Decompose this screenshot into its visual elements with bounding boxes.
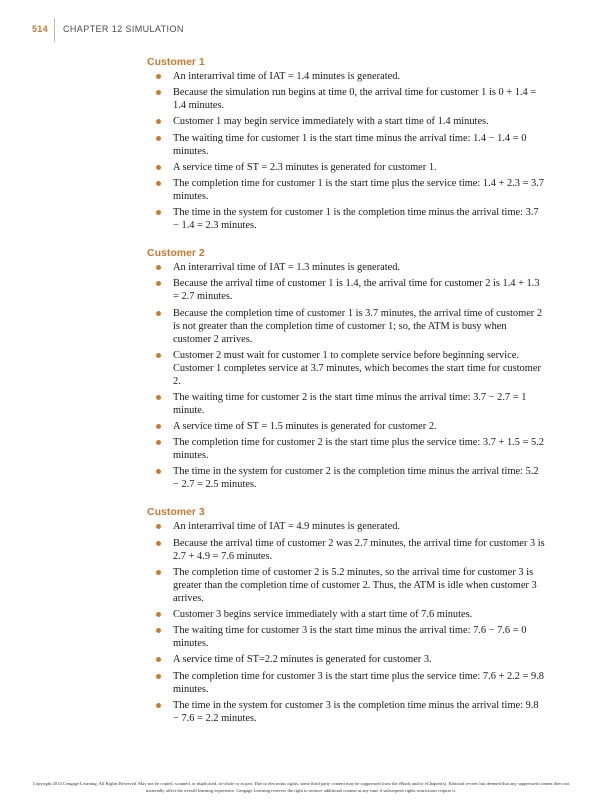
section-heading: Customer 3 xyxy=(147,506,205,519)
copyright-footer: Copyright 2014 Cengage Learning. All Rights Reserved. May not be copied, scanned, or duplicated, in whole or in part. Due to electronic rights, some third party content may be suppressed from the eBook and/or eChapter(s). Editorial review has deemed that any suppressed content does not materially affect the overall learning experience. Cengage Learning reserves the right to remove additional content at any time if subsequent rights restrictions require it. xyxy=(32,781,570,793)
list-item: The completion time of customer 2 is 5.2 minutes, so the arrival time for customer 3 is greater than the completion time of customer 2. Thus, the ATM is idle when customer 3 arrives. xyxy=(147,566,545,605)
list-item: The completion time for customer 3 is the start time plus the service time: 7.6 + 2.2 = 9.8 minutes. xyxy=(147,670,545,696)
list-item: The waiting time for customer 3 is the start time minus the arrival time: 7.6 − 7.6 = 0 minutes. xyxy=(147,624,545,650)
header-divider xyxy=(54,18,55,42)
bullet-list xyxy=(147,261,545,491)
list-item: A service time of ST = 2.3 minutes is generated for customer 1. xyxy=(147,161,545,174)
list-item: An interarrival time of IAT = 1.4 minutes is generated. xyxy=(147,70,545,83)
list-item: A service time of ST=2.2 minutes is generated for customer 3. xyxy=(147,653,545,666)
list-item: An interarrival time of IAT = 1.3 minutes is generated. xyxy=(147,261,545,274)
list-item: The completion time for customer 2 is the start time plus the service time: 3.7 + 1.5 = 5.2 minutes. xyxy=(147,436,545,462)
bullet-list xyxy=(147,70,545,232)
list-item: The time in the system for customer 3 is the completion time minus the arrival time: 9.8 − 7.6 = 2.2 minutes. xyxy=(147,699,545,725)
list-item: The waiting time for customer 2 is the start time minus the arrival time: 3.7 − 2.7 = 1 minute. xyxy=(147,391,545,417)
list-item: Because the arrival time of customer 1 is 1.4, the arrival time for customer 2 is 1.4 + 1.3 = 2.7 minutes. xyxy=(147,277,545,303)
list-item: The time in the system for customer 1 is the completion time minus the arrival time: 3.7 − 1.4 = 2.3 minutes. xyxy=(147,206,545,232)
list-item: The time in the system for customer 2 is the completion time minus the arrival time: 5.2 − 2.7 = 2.5 minutes. xyxy=(147,465,545,491)
section-heading: Customer 2 xyxy=(147,247,205,260)
list-item: Customer 2 must wait for customer 1 to complete service before beginning service. Customer 1 completes service at 3.7 minutes, which becomes the start time for customer 2. xyxy=(147,349,545,388)
list-item: An interarrival time of IAT = 4.9 minutes is generated. xyxy=(147,520,545,533)
list-item: Customer 3 begins service immediately with a start time of 7.6 minutes. xyxy=(147,608,545,621)
section-customer-2 xyxy=(147,247,545,491)
list-item: The completion time for customer 1 is the start time plus the service time: 1.4 + 2.3 = 3.7 minutes. xyxy=(147,177,545,203)
list-item: Because the completion time of customer 1 is 3.7 minutes, the arrival time of customer 2 is not greater than the completion time of customer 1; so, the ATM is busy when customer 2 arrives. xyxy=(147,307,545,346)
section-customer-3 xyxy=(147,506,545,724)
list-item: A service time of ST = 1.5 minutes is generated for customer 2. xyxy=(147,420,545,433)
page-body xyxy=(147,56,545,740)
list-item: Because the simulation run begins at time 0, the arrival time for customer 1 is 0 + 1.4 = 1.4 minutes. xyxy=(147,86,545,112)
section-heading: Customer 1 xyxy=(147,56,205,68)
page-number: 514 xyxy=(32,24,48,34)
chapter-title: CHAPTER 12 SIMULATION xyxy=(63,24,184,34)
bullet-list xyxy=(147,520,545,724)
running-head xyxy=(0,18,600,44)
list-item: The waiting time for customer 1 is the start time minus the arrival time: 1.4 − 1.4 = 0 minutes. xyxy=(147,132,545,158)
list-item: Customer 1 may begin service immediately with a start time of 1.4 minutes. xyxy=(147,115,545,128)
list-item: Because the arrival time of customer 2 was 2.7 minutes, the arrival time for customer 3 is 2.7 + 4.9 = 7.6 minutes. xyxy=(147,537,545,563)
section-customer-1 xyxy=(147,56,545,232)
